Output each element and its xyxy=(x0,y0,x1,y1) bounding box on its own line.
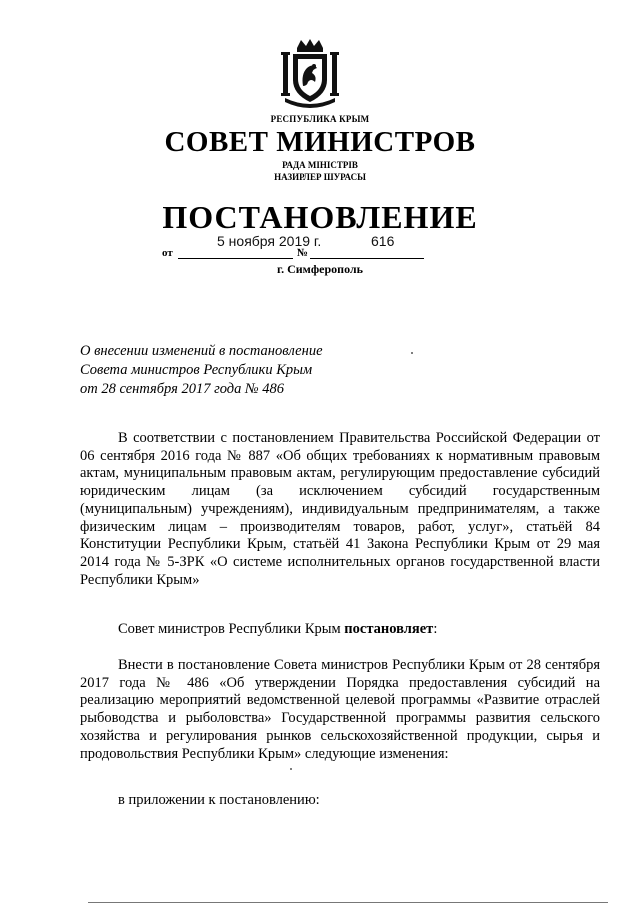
city: г. Симферополь xyxy=(277,262,363,276)
number-label: № xyxy=(297,247,309,259)
date-label: от xyxy=(162,247,173,259)
scan-speck xyxy=(411,352,413,354)
resolves-keyword: постановляет xyxy=(344,621,434,637)
date-underline xyxy=(178,258,293,259)
document-number: 616 xyxy=(371,233,395,249)
resolves-paragraph xyxy=(118,621,598,639)
appendix-paragraph: в приложении к постановлению: xyxy=(118,792,320,808)
preamble-paragraph xyxy=(80,430,600,589)
council-name: СОВЕТ МИНИСТРОВ xyxy=(164,126,476,158)
document-title-line: от 28 сентября 2017 года № 486 xyxy=(80,381,285,397)
preamble-text: В соответствии с постановлением Правительства Российской Федерации от 06 сентября 2016 года № 887 «Об общих требованиях к нормативным правовым актам, муниципальным правовым актам, регулирующим предоставление субсидий юридическим лицам (за исключением субсидий государственным (муниципальным) учреждениям), индивидуальным предпринимателям, а также физическим лицам – производителям товаров, работ, услуг», статьёй 84 Конституции Республики Крым, статьёй 41 Закона Республики Крым от 29 мая 2014 года № 5-ЗРК «О системе исполнительных органов государственной власти Республики Крым» xyxy=(80,430,600,588)
resolves-colon: : xyxy=(433,621,438,637)
republic-name: РЕСПУБЛИКА КРЫМ xyxy=(270,114,370,124)
amendment-text: Внести в постановление Совета министров Республики Крым от 28 сентября 2017 года № 486 «Об утверждении Порядка предоставления субсидий на реализацию мероприятий ведомственной целевой программы «Развитие отраслей рыбоводства и рыболовства» Государственной программы развития сельского хозяйства и регулирования рынков сельскохозяйственной продукции, сырья и продовольствия Республики Крым» следующие изменения: xyxy=(80,657,600,762)
council-name-ukr: РАДА МІНІСТРІВ xyxy=(282,160,358,170)
council-name-crimean-tatar: НАЗИРЛЕР ШУРАСЫ xyxy=(274,172,366,182)
page-edge-line xyxy=(88,902,608,903)
document-title-line: Совета министров Республики Крым xyxy=(80,362,313,378)
crimea-coat-of-arms-icon xyxy=(279,38,341,108)
document-title-line: О внесении изменений в постановление xyxy=(80,343,323,359)
number-underline xyxy=(310,258,424,259)
scan-speck xyxy=(290,768,292,770)
resolves-text: Совет министров Республики Крым xyxy=(118,621,345,637)
document-date: 5 ноября 2019 г. xyxy=(217,233,322,249)
amendment-paragraph xyxy=(80,657,600,763)
document-type: ПОСТАНОВЛЕНИЕ xyxy=(162,199,478,235)
